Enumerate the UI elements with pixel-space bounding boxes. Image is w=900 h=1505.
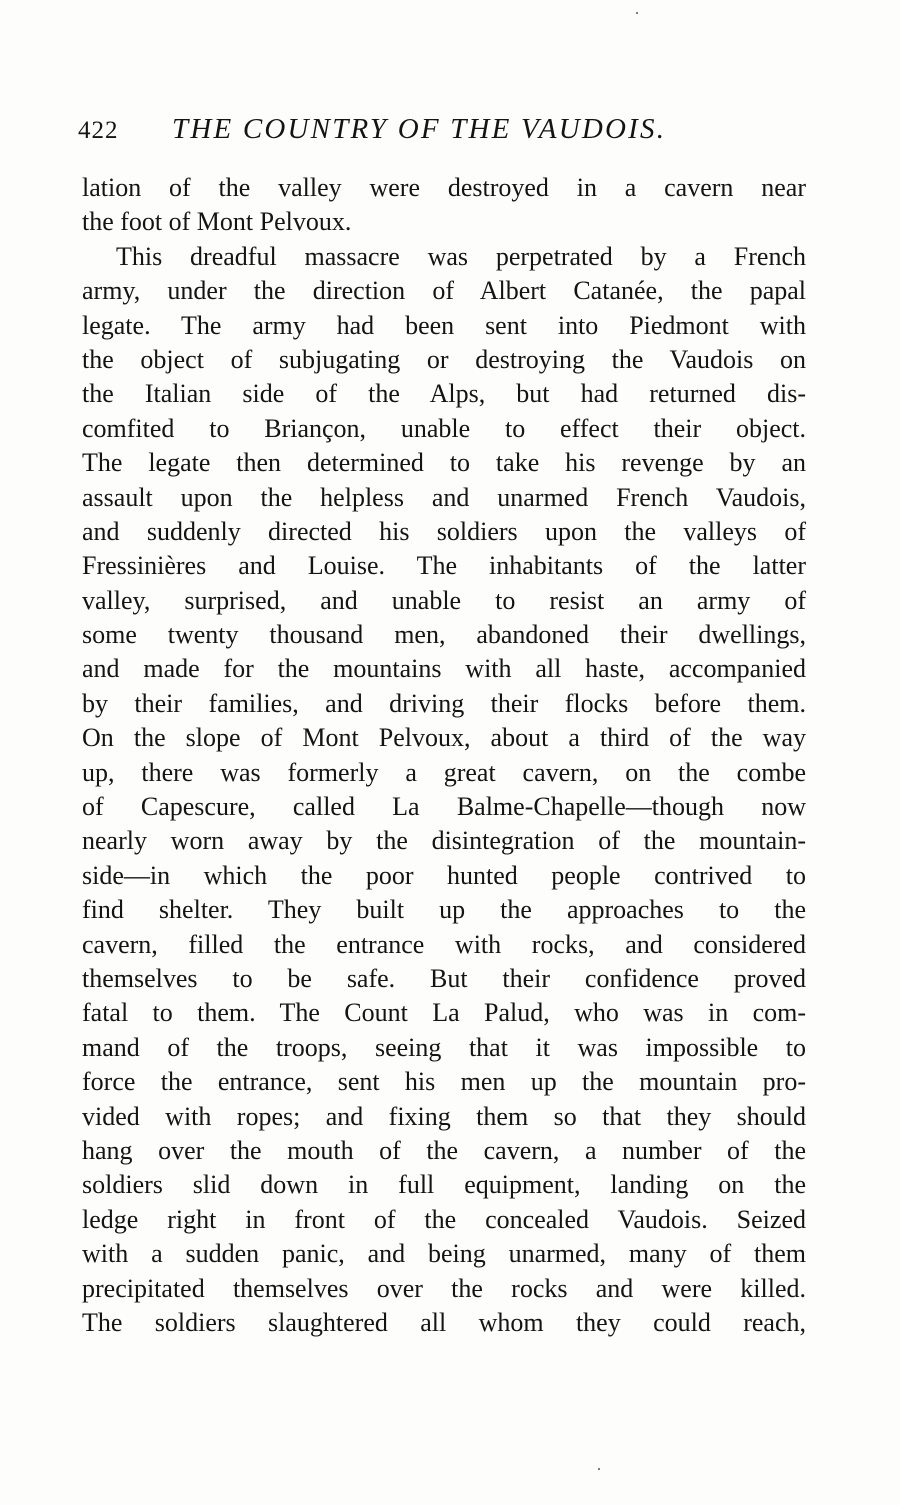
text-line: and made for the mountains with all haste, accompanied [82, 654, 806, 684]
text-line: by their families, and driving their flocks before them. [82, 688, 806, 718]
text-line: ledge right in front of the concealed Vaudois. Seized [82, 1204, 806, 1234]
page-number: 422 [78, 117, 119, 144]
text-line: of Capescure, called La Balme-Chapelle—though now [82, 792, 806, 822]
text-line: lation of the valley were destroyed in a cavern near [82, 173, 806, 202]
text-line: the foot of Mont Pelvoux. [82, 207, 352, 237]
text-line: valley, surprised, and unable to resist an army of [82, 585, 806, 615]
text-line: army, under the direction of Albert Catanée, the papal [82, 276, 806, 306]
text-line: mand of the troops, seeing that it was impossible to [82, 1032, 806, 1062]
text-line: find shelter. They built up the approaches to the [82, 895, 806, 925]
text-line: and suddenly directed his soldiers upon the valleys of [82, 516, 806, 546]
text-line: hang over the mouth of the cavern, a number of the [82, 1135, 806, 1165]
text-line: fatal to them. The Count La Palud, who was in com- [82, 998, 806, 1028]
running-header [78, 113, 818, 153]
text-line: with a sudden panic, and being unarmed, many of them [82, 1239, 806, 1269]
text-line: up, there was formerly a great cavern, on the combe [82, 757, 806, 787]
text-line: precipitated themselves over the rocks and were killed. [82, 1273, 806, 1303]
text-line: The soldiers slaughtered all whom they could reach, [82, 1307, 806, 1337]
body-text [82, 171, 806, 1340]
text-line: assault upon the helpless and unarmed French Vaudois, [82, 482, 806, 512]
text-line: On the slope of Mont Pelvoux, about a third of the way [82, 723, 806, 753]
text-line: nearly worn away by the disintegration of the mountain- [82, 826, 806, 856]
text-line: vided with ropes; and fixing them so that they should [82, 1101, 806, 1131]
text-line: soldiers slid down in full equipment, landing on the [82, 1170, 806, 1200]
paper-speck [598, 1468, 600, 1470]
text-line: side—in which the poor hunted people contrived to [82, 860, 806, 890]
paper-speck [636, 12, 638, 14]
text-line: Fressinières and Louise. The inhabitants of the latter [82, 551, 806, 581]
text-line: comfited to Briançon, unable to effect their object. [82, 413, 806, 443]
text-line: force the entrance, sent his men up the mountain pro- [82, 1067, 806, 1097]
text-line: This dreadful massacre was perpetrated by a French [116, 241, 806, 271]
text-line: legate. The army had been sent into Piedmont with [82, 310, 806, 340]
text-line: cavern, filled the entrance with rocks, and considered [82, 929, 806, 959]
text-line: The legate then determined to take his revenge by an [82, 448, 806, 478]
text-line: themselves to be safe. But their confidence proved [82, 963, 806, 993]
running-title: THE COUNTRY OF THE VAUDOIS. [172, 113, 667, 145]
text-line: the Italian side of the Alps, but had returned dis- [82, 379, 806, 409]
text-line: the object of subjugating or destroying the Vaudois on [82, 344, 806, 374]
text-line: some twenty thousand men, abandoned their dwellings, [82, 620, 806, 650]
